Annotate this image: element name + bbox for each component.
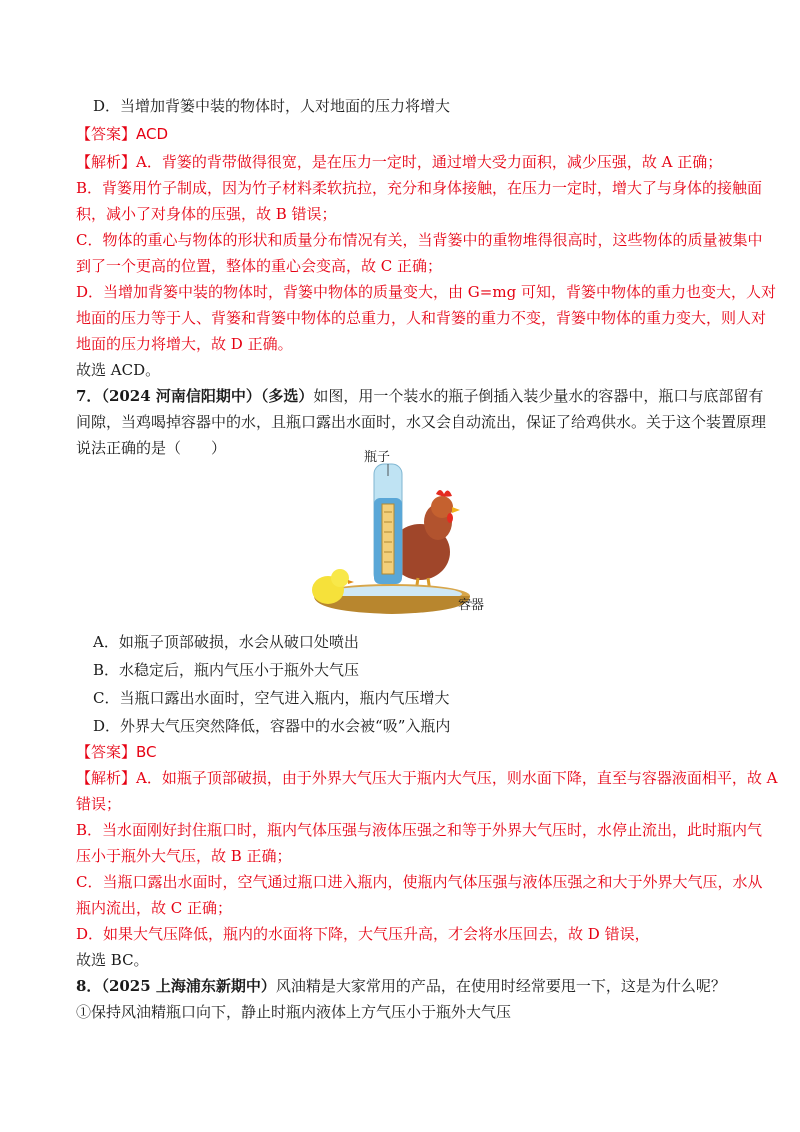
hen-beak	[452, 507, 460, 513]
q7-answer-line	[76, 742, 157, 762]
q7-option-c: C．当瓶口露出水面时，空气进入瓶内，瓶内气压增大	[93, 689, 450, 707]
q8-number: 8．	[76, 977, 102, 995]
q7-option-b: B．水稳定后，瓶内气压小于瓶外大气压	[93, 661, 360, 679]
label-container: 容器	[458, 598, 485, 613]
label-bottle: 瓶子	[364, 450, 391, 465]
q8-stem-text: 风油精是大家常用的产品，在使用时经常要甩一下，这是为什么呢？	[275, 977, 726, 995]
q6-analysis-line-4: C．物体的重心与物体的形状和质量分布情况有关，当背篓中的重物堆得很高时，这些物体的质量被集中	[76, 231, 763, 249]
q7-stem-line-1	[76, 386, 763, 406]
prev-option-d: D．当增加背篓中装的物体时，人对地面的压力将增大	[93, 97, 451, 115]
q7-analysis-line-6: 瓶内流出，故 C 正确；	[76, 899, 233, 917]
q6-analysis-line-3: 积，减小了对身体的压强，故 B 错误；	[76, 205, 337, 223]
chicken-waterer-figure	[300, 452, 490, 624]
q7-option-d: D．外界大气压突然降低，容器中的水会被“吸”入瓶内	[93, 717, 451, 735]
q8-stem	[76, 976, 726, 996]
q8-source: （2025 上海浦东新期中）	[101, 977, 276, 995]
bottle-label	[382, 504, 394, 574]
q6-analysis-line-5: 到了一个更高的位置，整体的重心会变高，故 C 正确；	[76, 257, 443, 275]
q6-conclusion: 故选 ACD。	[76, 361, 161, 379]
answer-tag: 【答案】	[76, 125, 137, 143]
q7-option-a: A．如瓶子顶部破损，水会从破口处喷出	[93, 633, 359, 651]
q6-analysis-line-8: 地面的压力将增大，故 D 正确。	[76, 335, 293, 353]
q7-analysis-line-3: B．当水面刚好封住瓶口时，瓶内气体压强与液体压强之和等于外界大气压时，水停止流出，此时瓶内气	[76, 821, 763, 839]
q7-answer: BC	[136, 743, 157, 761]
q7-analysis-line-1	[76, 768, 777, 788]
hen-comb	[436, 490, 452, 497]
q7-analysis-line-4: 压小于瓶外大气压，故 B 正确；	[76, 847, 292, 865]
analysis-tag: 【解析】	[76, 153, 137, 171]
q6-analysis-line-2: B．背篓用竹子制成，因为竹子材料柔软抗拉，充分和身体接触，在压力一定时，增大了与身体的接触面	[76, 179, 763, 197]
q6-analysis-line-6: D．当增加背篓中装的物体时，背篓中物体的质量变大，由 G=mg 可知，背篓中物体的重力也变大，人对	[76, 283, 776, 301]
q7-source: （2024 河南信阳期中）（多选）	[101, 387, 314, 405]
q7-analysis-text: A．如瓶子顶部破损，由于外界大气压大于瓶内大气压，则水面下降，直至与容器液面相平，故 A	[136, 769, 778, 787]
q7-analysis-line-2: 错误；	[76, 795, 122, 813]
q7-number: 7．	[76, 387, 102, 405]
analysis-tag: 【解析】	[76, 769, 137, 787]
q7-stem-line-3: 说法正确的是（ ）	[76, 439, 227, 457]
q7-stem-text: 如图，用一个装水的瓶子倒插入装少量水的容器中，瓶口与底部留有	[313, 387, 764, 405]
q7-stem-line-2: 间隙，当鸡喝掉容器中的水，且瓶口露出水面时，水又会自动流出，保证了给鸡供水。关于这个装置原理	[76, 413, 767, 431]
chick-beak	[348, 580, 354, 584]
q6-analysis-line-1	[76, 152, 722, 172]
q8-item-1: ①保持风油精瓶口向下，静止时瓶内液体上方气压小于瓶外大气压	[76, 1003, 512, 1021]
chick-head	[331, 569, 349, 587]
q7-analysis-line-7: D．如果大气压降低，瓶内的水面将下降，大气压升高，才会将水压回去，故 D 错误，	[76, 925, 650, 943]
q7-analysis-line-5: C．当瓶口露出水面时，空气通过瓶口进入瓶内，使瓶内气体压强与液体压强之和大于外界大气压，水从	[76, 873, 763, 891]
q6-analysis-line-7: 地面的压力等于人、背篓和背篓中物体的总重力，人和背篓的重力不变，背篓中物体的重力变大，则人对	[76, 309, 767, 327]
hen-wattle	[447, 513, 453, 523]
answer-tag: 【答案】	[76, 743, 137, 761]
q7-conclusion: 故选 BC。	[76, 951, 149, 969]
q6-answer: ACD	[136, 125, 169, 143]
q6-answer-line	[76, 124, 168, 144]
q6-analysis-text: A．背篓的背带做得很宽，是在压力一定时，通过增大受力面积，减少压强，故 A 正确；	[136, 153, 723, 171]
